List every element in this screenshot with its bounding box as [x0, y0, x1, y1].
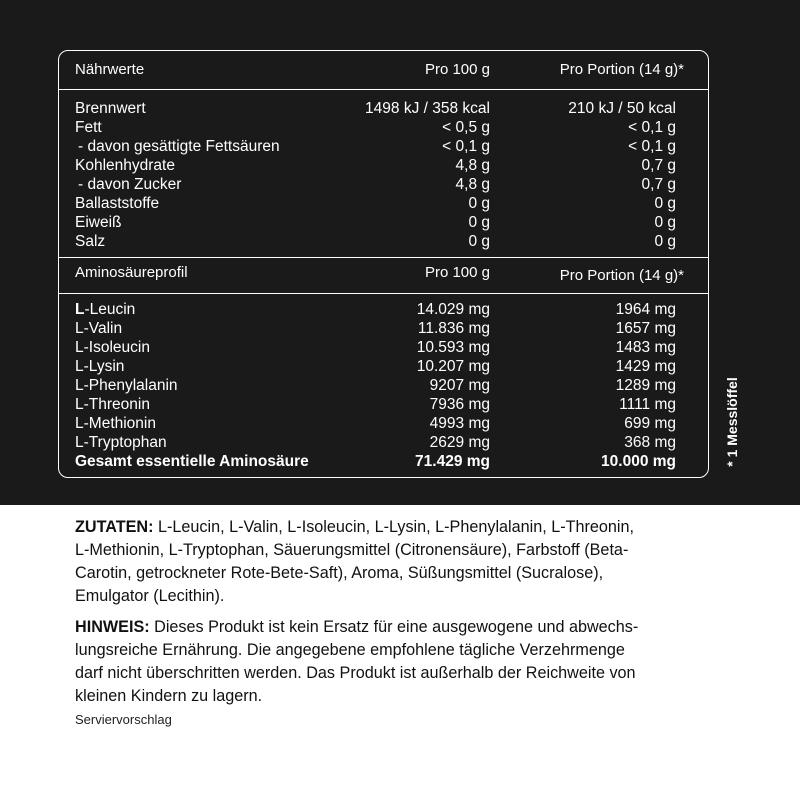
notice-line [75, 616, 715, 639]
row-per100: < 0,5 g [442, 119, 490, 136]
row-name: Eiweiß [75, 214, 122, 231]
row-per100: 7936 mg [429, 396, 490, 413]
amino-header-perportion: Pro Portion (14 g)* [559, 267, 684, 284]
row-per100: < 0,1 g [442, 138, 490, 155]
row-name-prefix: L [75, 301, 85, 318]
row-name: - davon Zucker [78, 176, 182, 193]
row-name: Brennwert [75, 100, 146, 117]
nutrition-header-per100: Pro 100 g [424, 61, 490, 78]
ingredients-line1: L-Leucin, L-Valin, L-Isoleucin, L-Lysin, L-Phenylalanin, L-Threonin, [153, 518, 635, 536]
divider [59, 257, 708, 258]
amino-header-per100: Pro 100 g [424, 264, 490, 281]
amino-row [59, 300, 708, 319]
row-perportion: 0 g [654, 195, 676, 212]
row-perportion: 1429 mg [615, 358, 676, 375]
row-name: Kohlenhydrate [75, 157, 175, 174]
row-perportion: 10.000 mg [601, 453, 676, 470]
nutrition-row [59, 156, 708, 175]
row-name: Salz [75, 233, 106, 250]
row-per100: 0 g [468, 195, 490, 212]
notice-line3: darf nicht überschritten werden. Das Produkt ist außerhalb der Reichweite von [75, 664, 636, 682]
ingredients-block [75, 516, 715, 608]
row-per100: 4,8 g [455, 157, 490, 174]
nutrition-row [59, 232, 708, 251]
row-name: L-Threonin [75, 396, 150, 413]
row-per100: 4,8 g [455, 176, 490, 193]
row-per100: 0 g [468, 233, 490, 250]
nutrition-row [59, 175, 708, 194]
row-perportion: 1289 mg [615, 377, 676, 394]
row-perportion: 210 kJ / 50 kcal [568, 100, 676, 117]
serving-footnote-text: * 1 Messlöffel [724, 377, 740, 467]
notice-line1: Dieses Produkt ist kein Ersatz für eine ausgewogene und abwechs- [149, 618, 639, 636]
row-name: - davon gesättigte Fettsäuren [78, 138, 280, 155]
ingredients-line2: L-Methionin, L-Tryptophan, Säuerungsmittel (Citronensäure), Farbstoff (Beta- [75, 541, 629, 559]
row-perportion: 0,7 g [641, 157, 676, 174]
nutrition-row [59, 194, 708, 213]
row-name: Gesamt essentielle Aminosäure [75, 453, 309, 470]
row-perportion: 1657 mg [615, 320, 676, 337]
row-name: Ballaststoffe [75, 195, 160, 212]
divider [59, 293, 708, 294]
notice-label: HINWEIS: [75, 618, 150, 636]
nutrition-header [59, 61, 708, 103]
row-perportion: 1964 mg [615, 301, 676, 318]
amino-total-row [59, 452, 708, 471]
row-name: L-Isoleucin [75, 339, 150, 356]
ingredients-line3: Carotin, getrockneter Rote-Bete-Saft), Aroma, Süßungsmittel (Sucralose), [75, 564, 604, 582]
row-perportion: 0 g [654, 233, 676, 250]
nutrition-row [59, 213, 708, 232]
row-name: L-Lysin [75, 358, 125, 375]
nutrition-table [58, 50, 709, 478]
nutrition-header-label: Nährwerte [75, 61, 145, 78]
row-perportion: < 0,1 g [628, 119, 676, 136]
amino-row [59, 376, 708, 395]
row-name: L-Valin [75, 320, 123, 337]
row-per100: 11.836 mg [417, 320, 490, 337]
amino-row [59, 414, 708, 433]
divider [59, 89, 708, 90]
notice-line4: kleinen Kindern zu lagern. [75, 687, 263, 705]
row-perportion: 368 mg [624, 434, 676, 451]
amino-row [59, 433, 708, 452]
row-perportion: 699 mg [624, 415, 676, 432]
ingredients-line4: Emulgator (Lecithin). [75, 587, 225, 605]
notice-block [75, 616, 715, 708]
serving-footnote [722, 362, 742, 482]
nutrition-row [59, 118, 708, 137]
row-per100: 0 g [468, 214, 490, 231]
row-perportion: 1483 mg [615, 339, 676, 356]
ingredients-label: ZUTATEN: [75, 518, 154, 536]
nutrition-header-perportion: Pro Portion (14 g)* [559, 61, 684, 78]
amino-row [59, 319, 708, 338]
row-per100: 71.429 mg [415, 453, 490, 470]
amino-row [59, 357, 708, 376]
row-name: L-Phenylalanin [75, 377, 178, 394]
notice-line2: lungsreiche Ernährung. Die angegebene empfohlene tägliche Verzehrmenge [75, 641, 625, 659]
row-name-rest: -Leucin [84, 301, 136, 318]
row-per100: 10.207 mg [416, 358, 490, 375]
nutrition-row [59, 137, 708, 156]
serving-suggestion: Serviervorschlag [75, 712, 172, 727]
row-per100: 10.593 mg [416, 339, 490, 356]
amino-row [59, 395, 708, 414]
row-per100: 4993 mg [429, 415, 490, 432]
row-per100: 2629 mg [429, 434, 490, 451]
row-per100: 1498 kJ / 358 kcal [365, 100, 490, 117]
row-perportion: 0 g [654, 214, 676, 231]
row-name: L-Methionin [75, 415, 156, 432]
row-name: L-Tryptophan [75, 434, 167, 451]
row-perportion: 1111 mg [619, 396, 676, 413]
amino-row [59, 338, 708, 357]
row-name: Fett [75, 119, 102, 136]
row-per100: 14.029 mg [416, 301, 490, 318]
row-name [75, 300, 135, 319]
row-per100: 9207 mg [429, 377, 490, 394]
row-perportion: 0,7 g [641, 176, 676, 193]
row-perportion: < 0,1 g [628, 138, 676, 155]
ingredients-line [75, 516, 715, 539]
amino-header-label: Aminosäureprofil [75, 264, 188, 281]
nutrition-row [59, 99, 708, 118]
